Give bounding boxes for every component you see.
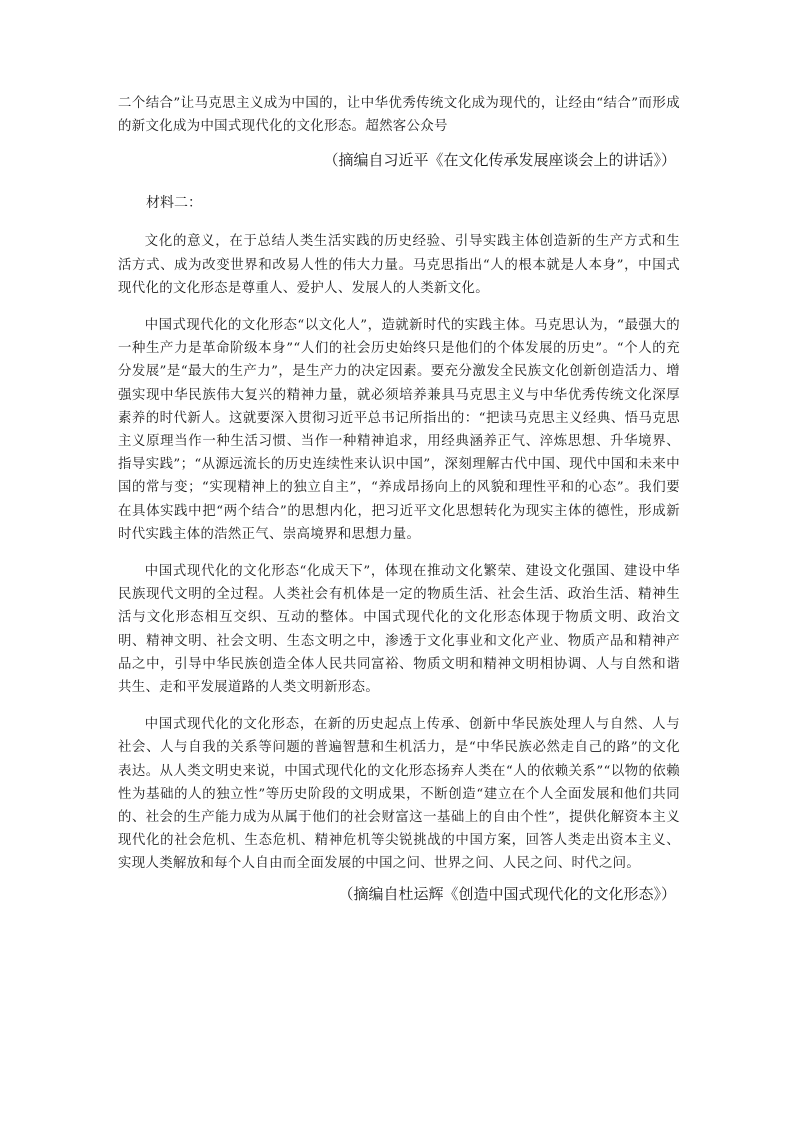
intro-paragraph: 二个结合”让马克思主义成为中国的，让中华优秀传统文化成为现代的，让经由“结合”而形成的新文化成为中国式现代化的文化形态。超然客公众号 [118,96,680,135]
body-paragraph-1: 文化的意义，在于总结人类生活实践的历史经验、引导实践主体创造新的生产方式和生活方式、成为改变世界和改易人性的伟大力量。马克思指出“人的根本就是人本身”，中国式现代化的文化形态是尊重人、爱护人、发展人的人类新文化。 [118,234,680,296]
body-paragraph-4: 中国式现代化的文化形态，在新的历史起点上传承、创新中华民族处理人与自然、人与社会、人与自我的关系等问题的普遍智慧和生机活力，是“中华民族必然走自己的路”的文化表达。从人类文明史来说，中国式现代化的文化形态扬弃人类在“人的依赖关系”“以物的依赖性为基础的人的独立性”等历史阶段的文明成果，不断创造“建立在个人全面发展和他们共同的、社会的生产能力成为从属于他们的社会财富这一基础上的自由个性”，提供化解资本主义现代化的社会危机、生态危机、精神危机等尖锐挑战的中国方案，回答人类走出资本主义、实现人类解放和每个人自由而全面发展的中国之问、世界之问、人民之问、时代之问。 [118,717,680,872]
source-citation-1: （摘编自习近平《在文化传承发展座谈会上的讲话》） [323,151,676,170]
material-heading: 材料二： [146,195,202,212]
body-paragraph-3: 中国式现代化的文化形态“化成天下”，体现在推动文化繁荣、建设文化强国、建设中华民族现代文明的全过程。人类社会有机体是一定的物质生活、社会生活、政治生活、精神生活与文化形态相互交织、互动的整体。中国式现代化的文化形态体现于物质文明、政治文明、精神文明、社会文明、生态文明之中，渗透于文化事业和文化产业、物质产品和精神产品之中，引导中华民族创造全体人民共同富裕、物质文明和精神文明相协调、人与自然和谐共生、走和平发展道路的人类文明新形态。 [118,564,680,696]
document-page [118,92,680,906]
body-paragraph-2: 中国式现代化的文化形态“以文化人”，造就新时代的实践主体。马克思认为，“最强大的一种生产力是革命阶级本身”“人们的社会历史始终只是他们的个体发展的历史”。“个人的充分发展”是“最大的生产力”，是生产力的决定因素。要充分激发全民族文化创新创造活力、增强实现中华民族伟大复兴的精神力量，就必须培养兼具马克思主义与中华优秀传统文化深厚素养的时代新人。这就要深入贯彻习近平总书记所指出的：“把读马克思主义经典、悟马克思主义原理当作一种生活习惯、当作一种精神追求，用经典涵养正气、淬炼思想、升华境界、指导实践”；“从源远流长的历史连续性来认识中国”，深刻理解古代中国、现代中国和未来中国的常与变；“实现精神上的独立自主”，“养成昂扬向上的风貌和理性平和的心态”。我们要在具体实践中把“两个结合”的思想内化，把习近平文化思想转化为现实主体的德性，形成新时代实践主体的浩然正气、崇高境界和思想力量。 [118,318,680,542]
source-citation-2: （摘编自杜运辉《创造中国式现代化的文化形态》） [338,884,676,903]
